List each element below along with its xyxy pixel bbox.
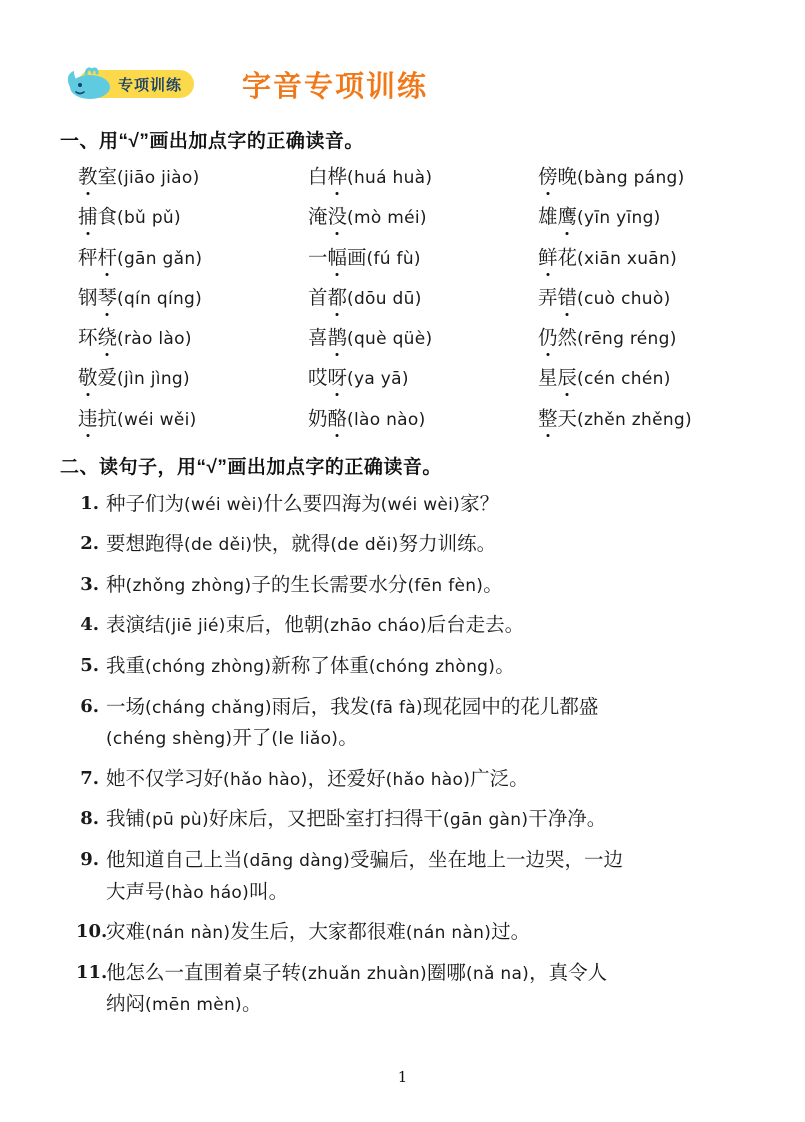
- pinyin-options[interactable]: (fēn fèn): [407, 575, 484, 596]
- question-row[interactable]: [76, 917, 745, 949]
- item-word: 奶酪: [308, 408, 348, 430]
- question-row[interactable]: [76, 610, 745, 642]
- question-text: [106, 958, 745, 1021]
- pinyin-options[interactable]: (fā fà): [369, 697, 423, 718]
- question-text: [106, 651, 745, 683]
- pinyin-options[interactable]: (wéi wèi): [184, 494, 264, 515]
- item-word: 星辰: [538, 368, 578, 390]
- item-pinyin-options[interactable]: (ya yā): [347, 369, 409, 390]
- question-number: 6.: [80, 695, 99, 717]
- pinyin-choice-item[interactable]: [78, 203, 308, 232]
- question-line-continued: 大声号(hào háo)叫。: [106, 881, 289, 903]
- question-text: [106, 764, 745, 796]
- item-word: 喜鹊: [308, 328, 348, 349]
- pinyin-choice-item[interactable]: [78, 364, 308, 393]
- pinyin-options[interactable]: (nán nàn): [145, 923, 231, 944]
- question-text: [106, 692, 745, 755]
- section-one-grid: [78, 163, 745, 434]
- pinyin-choice-item[interactable]: [308, 244, 538, 273]
- question-line: 灾难(nán nàn)发生后，大家都很难(nán nàn)过。: [106, 922, 531, 944]
- pinyin-options[interactable]: (hǎo hào): [385, 769, 471, 790]
- page-number: 1: [397, 1068, 408, 1086]
- item-pinyin-options[interactable]: (yīn yīng): [577, 208, 661, 229]
- page-title: 字音专项训练: [242, 70, 429, 103]
- question-line: 他知道自己上当(dāng dàng)受骗后，坐在地上一边哭，一边: [106, 849, 624, 871]
- question-line: 一场(cháng chǎng)雨后，我发(fā fà)现花园中的花儿都盛: [106, 696, 599, 718]
- item-word: 首都: [308, 287, 348, 309]
- item-pinyin-options[interactable]: (rào lào): [117, 329, 192, 349]
- item-pinyin-options[interactable]: (bǔ pǔ): [117, 208, 181, 229]
- question-row[interactable]: [76, 489, 745, 521]
- item-pinyin-options[interactable]: (jìn jìng): [117, 369, 190, 390]
- question-number: 4.: [80, 614, 99, 636]
- pinyin-choice-item[interactable]: [78, 163, 308, 192]
- pinyin-choice-item[interactable]: [538, 324, 745, 353]
- item-word: 敬爱: [78, 368, 118, 390]
- question-line-continued: (chéng shèng)开了(le liǎo)。: [106, 728, 358, 750]
- question-text: [106, 489, 745, 521]
- question-row[interactable]: [76, 692, 745, 755]
- pinyin-options[interactable]: (mēn mèn): [145, 995, 242, 1016]
- item-pinyin-options[interactable]: (lào nào): [347, 409, 426, 430]
- pinyin-choice-item[interactable]: [538, 244, 745, 273]
- item-word: 白桦: [308, 167, 348, 188]
- training-badge: [78, 70, 194, 98]
- pinyin-choice-item[interactable]: [308, 405, 538, 434]
- question-text: [106, 610, 745, 642]
- item-pinyin-options[interactable]: (gān gǎn): [117, 248, 203, 269]
- item-word: 傍晚: [538, 167, 578, 188]
- pinyin-options[interactable]: (zhāo cháo): [323, 616, 427, 637]
- pinyin-options[interactable]: (cháng chǎng): [145, 697, 272, 718]
- item-pinyin-options[interactable]: (rēng réng): [577, 329, 677, 349]
- pinyin-choice-item[interactable]: [78, 284, 308, 313]
- question-line: 她不仅学习好(hǎo hào)，还爱好(hǎo hào)广泛。: [106, 768, 529, 790]
- pinyin-choice-item[interactable]: [538, 284, 745, 313]
- question-line: 种(zhǒng zhòng)子的生长需要水分(fēn fèn)。: [106, 574, 503, 596]
- pinyin-options[interactable]: (chóng zhòng): [145, 657, 272, 678]
- item-pinyin-options[interactable]: (què qüè): [347, 329, 433, 349]
- question-line-continued: 纳闷(mēn mèn)。: [106, 994, 262, 1016]
- section-two-heading: 二、读句子，用“√”画出加点字的正确读音。: [60, 456, 442, 478]
- pinyin-choice-item[interactable]: [308, 284, 538, 313]
- question-row[interactable]: [76, 529, 745, 561]
- pinyin-options[interactable]: (chóng zhòng): [368, 657, 496, 678]
- page-header: [60, 56, 745, 112]
- item-pinyin-options[interactable]: (fú fù): [366, 248, 421, 269]
- question-text: [106, 570, 745, 602]
- item-word: 弄错: [538, 287, 578, 309]
- item-word: 雄鹰: [538, 207, 578, 229]
- pinyin-options[interactable]: (de děi): [184, 535, 253, 556]
- pinyin-options[interactable]: (dāng dàng): [242, 850, 351, 871]
- item-pinyin-options[interactable]: (cuò chuò): [577, 288, 671, 309]
- question-number: 1.: [80, 492, 99, 514]
- question-number: 7.: [80, 767, 99, 789]
- item-word: 教室: [78, 167, 118, 188]
- question-number: 10.: [76, 921, 108, 943]
- pinyin-choice-item[interactable]: [308, 163, 538, 192]
- question-number: 5.: [80, 655, 99, 677]
- question-row[interactable]: [76, 651, 745, 683]
- section-one-heading: 一、用“√”画出加点字的正确读音。: [60, 131, 364, 152]
- pinyin-choice-item[interactable]: [538, 405, 745, 434]
- pinyin-options[interactable]: (nán nàn): [405, 923, 492, 944]
- item-pinyin-options[interactable]: (cén chén): [577, 369, 671, 390]
- pinyin-options[interactable]: (hào háo): [164, 882, 250, 903]
- item-pinyin-options[interactable]: (wéi wěi): [117, 409, 197, 430]
- item-pinyin-options[interactable]: (bàng páng): [577, 168, 685, 188]
- item-pinyin-options[interactable]: (xiān xuān): [577, 248, 678, 269]
- question-line: 要想跑得(de děi)快，就得(de děi)努力训练。: [106, 534, 497, 556]
- item-word: 鲜花: [538, 247, 578, 269]
- question-number: 2.: [80, 533, 99, 555]
- item-word: 淹没: [308, 207, 348, 229]
- item-pinyin-options[interactable]: (huá huà): [347, 168, 433, 188]
- question-line: 我重(chóng zhòng)新称了体重(chóng zhòng)。: [106, 656, 515, 678]
- question-row[interactable]: [76, 958, 745, 1021]
- pinyin-choice-item[interactable]: [308, 324, 538, 353]
- question-row[interactable]: [76, 845, 745, 908]
- badge-label: 专项训练: [118, 76, 183, 94]
- question-number: 9.: [80, 848, 99, 870]
- item-pinyin-options[interactable]: (mò méi): [347, 208, 427, 229]
- pinyin-choice-item[interactable]: [78, 244, 308, 273]
- item-word: 秤杆: [78, 247, 118, 269]
- pinyin-options[interactable]: (nǎ na): [465, 963, 530, 984]
- pinyin-options[interactable]: (le liǎo): [271, 729, 339, 750]
- question-line: 我铺(pū pù)好床后，又把卧室打扫得干(gān gàn)干净净。: [106, 809, 607, 831]
- question-line: 表演结(jiē jié)束后，他朝(zhāo cháo)后台走去。: [106, 615, 525, 637]
- pinyin-options[interactable]: (hǎo hào): [223, 769, 308, 790]
- pinyin-choice-item[interactable]: [308, 364, 538, 393]
- pinyin-choice-item[interactable]: [538, 163, 745, 192]
- question-row[interactable]: [76, 804, 745, 836]
- item-pinyin-options[interactable]: (jiāo jiào): [117, 168, 200, 188]
- pinyin-choice-item[interactable]: [78, 324, 308, 353]
- section-two-list: [76, 489, 745, 1021]
- pinyin-choice-item[interactable]: [538, 364, 745, 393]
- question-row[interactable]: [76, 570, 745, 602]
- question-line: 种子们为(wéi wèi)什么要四海为(wéi wèi)家？: [106, 493, 500, 515]
- pinyin-options[interactable]: (gān gàn): [442, 810, 529, 831]
- question-number: 11.: [76, 961, 108, 983]
- item-word: 违抗: [78, 408, 118, 430]
- pinyin-options[interactable]: (zhuǎn zhuàn): [301, 963, 427, 984]
- question-row[interactable]: [76, 764, 745, 796]
- item-word: 哎呀: [308, 368, 348, 390]
- question-text: [106, 804, 745, 836]
- whale-icon: [64, 59, 120, 103]
- item-pinyin-options[interactable]: (qín qíng): [117, 288, 203, 309]
- item-pinyin-options[interactable]: (zhěn zhěng): [577, 409, 692, 430]
- pinyin-choice-item[interactable]: [308, 203, 538, 232]
- item-pinyin-options[interactable]: (dōu dū): [347, 288, 422, 309]
- item-word: 钢琴: [78, 287, 118, 309]
- item-word: 仍然: [538, 328, 578, 349]
- pinyin-options[interactable]: (chéng shèng): [106, 729, 233, 750]
- pinyin-options[interactable]: (de děi): [330, 535, 399, 556]
- pinyin-options[interactable]: (zhǒng zhòng): [125, 575, 252, 596]
- question-number: 8.: [80, 808, 99, 830]
- pinyin-choice-item[interactable]: [538, 203, 745, 232]
- pinyin-options[interactable]: (jiē jié): [164, 616, 226, 637]
- question-text: [106, 845, 745, 908]
- question-text: [106, 917, 745, 949]
- pinyin-options[interactable]: (wéi wèi): [380, 494, 461, 515]
- item-word: 整天: [538, 408, 578, 430]
- item-word: 捕食: [78, 207, 118, 229]
- pinyin-choice-item[interactable]: [78, 405, 308, 434]
- question-line: 他怎么一直围着桌子转(zhuǎn zhuàn)圈哪(nǎ na)，真令人: [106, 962, 608, 984]
- item-word: 环绕: [78, 328, 118, 349]
- pinyin-options[interactable]: (pū pù): [145, 810, 209, 831]
- question-text: [106, 529, 745, 561]
- item-word: 一幅画: [308, 247, 367, 269]
- question-number: 3.: [80, 573, 99, 595]
